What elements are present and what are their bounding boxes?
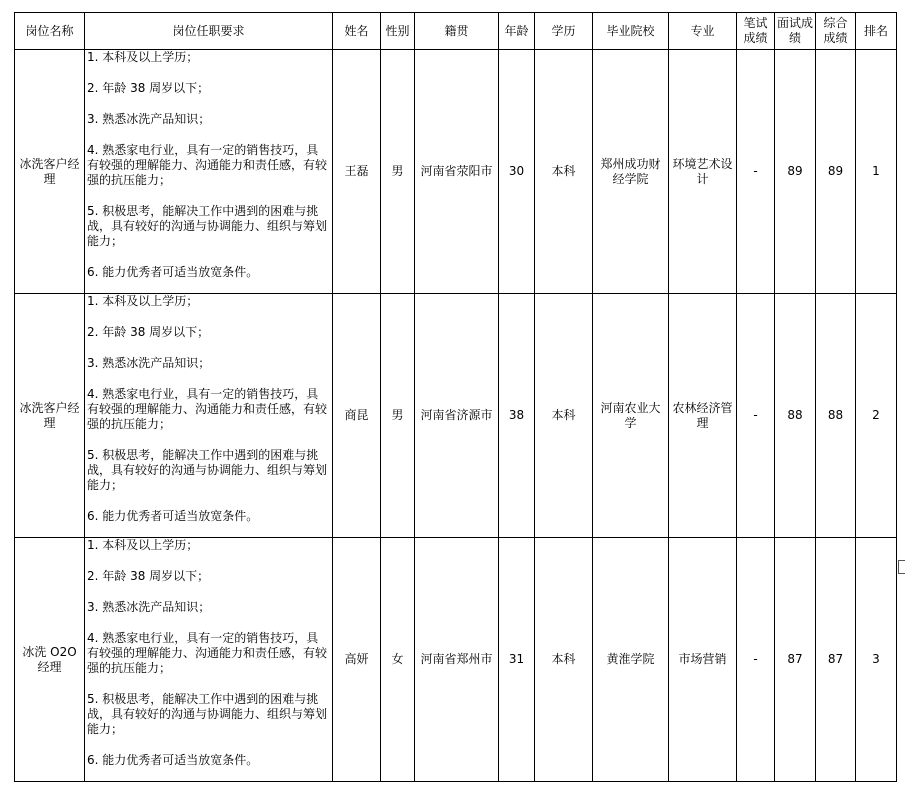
requirement-item: 6. 能力优秀者可适当放宽条件。 [87,265,259,279]
written-score-cell: - [737,538,775,782]
rank-cell: 3 [856,538,897,782]
position-cell: 冰洗 O2O 经理 [15,538,85,782]
education-cell: 本科 [535,50,593,294]
education-cell: 本科 [535,294,593,538]
header-cell: 毕业院校 [593,13,669,50]
header-cell: 籍贯 [415,13,499,50]
major-cell: 市场营销 [669,538,737,782]
requirement-item: 4. 熟悉家电行业，具有一定的销售技巧，具有较强的理解能力、沟通能力和责任感，有较强的抗压能力； [87,631,328,675]
header-cell: 面试成绩 [775,13,816,50]
header-cell: 岗位任职要求 [85,13,333,50]
name-cell: 王磊 [333,50,381,294]
table-row [15,538,897,782]
total-score-cell: 89 [816,50,856,294]
age-cell: 31 [499,538,535,782]
table-row [15,294,897,538]
interview-score-cell: 87 [775,538,816,782]
age-cell: 38 [499,294,535,538]
written-score-cell: - [737,50,775,294]
requirement-item: 2. 年龄 38 周岁以下； [87,81,210,95]
requirement-item: 2. 年龄 38 周岁以下； [87,325,210,339]
header-cell: 姓名 [333,13,381,50]
native-place-cell: 河南省荥阳市 [415,50,499,294]
position-cell: 冰洗客户经理 [15,294,85,538]
requirement-item: 3. 熟悉冰洗产品知识； [87,600,211,614]
results-table [14,12,897,782]
requirement-item: 5. 积极思考，能解决工作中遇到的困难与挑战，具有较好的沟通与协调能力、组织与筹划能力； [87,692,328,736]
interview-score-cell: 89 [775,50,816,294]
requirement-item: 1. 本科及以上学历； [87,294,199,308]
requirements-cell [85,538,333,782]
position-cell: 冰洗客户经理 [15,50,85,294]
school-cell: 河南农业大学 [593,294,669,538]
header-cell: 岗位名称 [15,13,85,50]
written-score-cell: - [737,294,775,538]
gender-cell: 男 [381,294,415,538]
native-place-cell: 河南省郑州市 [415,538,499,782]
education-cell: 本科 [535,538,593,782]
page-edge-marker [898,560,905,574]
major-cell: 环境艺术设计 [669,50,737,294]
requirement-item: 6. 能力优秀者可适当放宽条件。 [87,509,259,523]
header-cell: 综合成绩 [816,13,856,50]
requirement-item: 3. 熟悉冰洗产品知识； [87,356,211,370]
header-cell: 笔试成绩 [737,13,775,50]
requirement-item: 4. 熟悉家电行业，具有一定的销售技巧，具有较强的理解能力、沟通能力和责任感，有较强的抗压能力； [87,143,328,187]
header-cell: 排名 [856,13,897,50]
requirement-item: 2. 年龄 38 周岁以下； [87,569,210,583]
interview-score-cell: 88 [775,294,816,538]
school-cell: 黄淮学院 [593,538,669,782]
total-score-cell: 87 [816,538,856,782]
requirement-item: 3. 熟悉冰洗产品知识； [87,112,211,126]
gender-cell: 男 [381,50,415,294]
requirement-item: 5. 积极思考，能解决工作中遇到的困难与挑战，具有较好的沟通与协调能力、组织与筹划能力； [87,448,328,492]
native-place-cell: 河南省济源市 [415,294,499,538]
header-row [15,13,897,50]
requirement-item: 1. 本科及以上学历； [87,538,199,552]
total-score-cell: 88 [816,294,856,538]
requirements-cell [85,294,333,538]
major-cell: 农林经济管理 [669,294,737,538]
requirement-item: 6. 能力优秀者可适当放宽条件。 [87,753,259,767]
header-cell: 专业 [669,13,737,50]
header-cell: 年龄 [499,13,535,50]
name-cell: 商昆 [333,294,381,538]
requirement-item: 5. 积极思考，能解决工作中遇到的困难与挑战，具有较好的沟通与协调能力、组织与筹划能力； [87,204,328,248]
table-row [15,50,897,294]
header-cell: 性别 [381,13,415,50]
rank-cell: 2 [856,294,897,538]
gender-cell: 女 [381,538,415,782]
requirement-item: 4. 熟悉家电行业，具有一定的销售技巧，具有较强的理解能力、沟通能力和责任感，有较强的抗压能力； [87,387,328,431]
rank-cell: 1 [856,50,897,294]
name-cell: 高妍 [333,538,381,782]
school-cell: 郑州成功财经学院 [593,50,669,294]
requirement-item: 1. 本科及以上学历； [87,50,199,64]
age-cell: 30 [499,50,535,294]
requirements-cell [85,50,333,294]
header-cell: 学历 [535,13,593,50]
